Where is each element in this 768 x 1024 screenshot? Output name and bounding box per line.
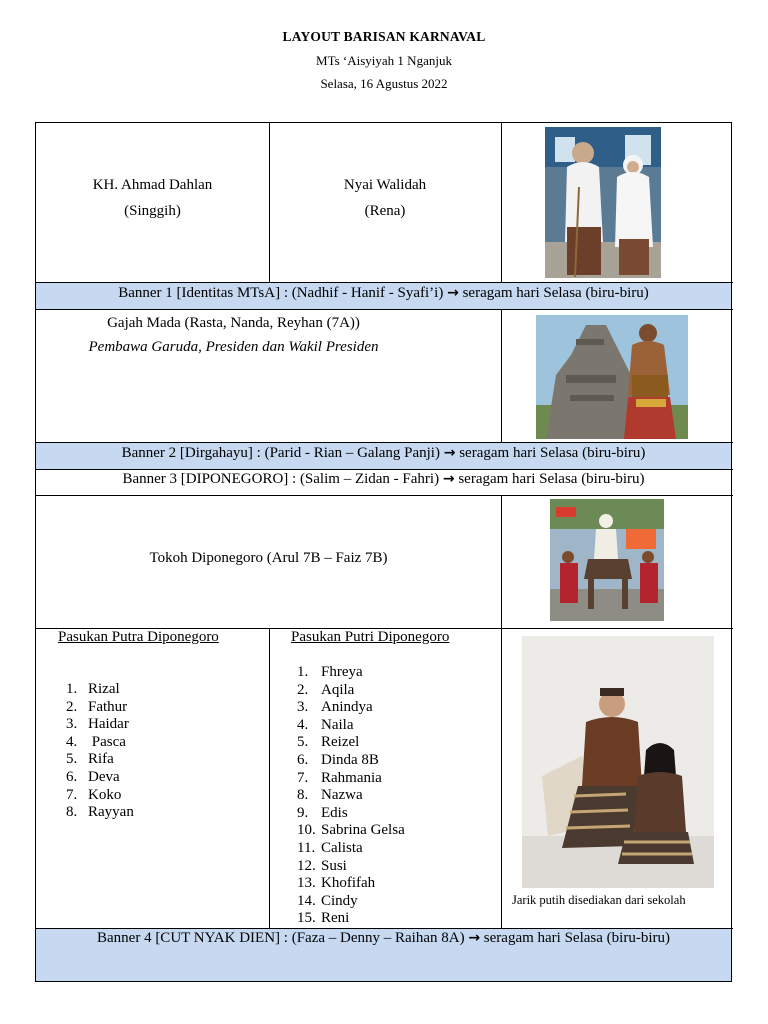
list-item <box>297 858 405 876</box>
list-item-name: Deva <box>88 768 120 785</box>
arrow-right-icon: → <box>447 285 459 301</box>
list-item-number: 8. <box>66 804 78 821</box>
list-item-number: 7. <box>297 769 309 786</box>
list-item-name: Pasca <box>88 733 126 750</box>
list-item-number: 1. <box>66 681 78 697</box>
list-item-name: Calista <box>321 839 363 856</box>
boys-troop-list <box>66 681 134 822</box>
banner2-text: Banner 2 [Dirgahayu] : (Parid - Rian – Galang Panji) → seragam hari Selasa (biru-biru) <box>121 445 646 461</box>
list-item-number: 7. <box>66 786 78 803</box>
parade-layout-table <box>35 122 732 982</box>
list-item <box>66 716 134 734</box>
list-item-number: 9. <box>297 804 309 821</box>
arrow-right-icon: → <box>442 471 455 487</box>
list-item-name: Rahmania <box>321 769 382 786</box>
list-item-number: 11. <box>297 839 316 856</box>
banner3-text: Banner 3 [DIPONEGORO] : (Salim – Zidan - Fahri) → seragam hari Selasa (biru-biru) <box>122 471 645 487</box>
list-item-name: Fhreya <box>321 664 363 680</box>
list-item-name: Koko <box>88 786 122 803</box>
banner1-text: Banner 1 [Identitas MTsA] : (Nadhif - Hanif - Syafi’i) → seragam hari Selasa (biru-biru) <box>118 285 649 301</box>
list-item <box>297 752 405 770</box>
list-item <box>66 681 134 699</box>
list-item <box>297 664 405 682</box>
list-item-number: 13. <box>297 875 316 892</box>
list-item-name: Susi <box>321 857 347 874</box>
gajah-mada-cell <box>36 311 501 359</box>
list-item <box>297 717 405 735</box>
diponegoro-figure-text: Tokoh Diponegoro (Arul 7B – Faiz 7B) <box>149 550 388 566</box>
list-item-number: 1. <box>297 664 309 680</box>
list-item-name: Nazwa <box>321 787 363 804</box>
list-item <box>297 910 405 928</box>
gajah-mada-roles: Pembawa Garuda, Presiden dan Wakil Presiden <box>88 339 379 355</box>
list-item <box>297 734 405 752</box>
figure2-cell <box>269 172 501 224</box>
list-item-number: 4. <box>297 716 309 733</box>
list-item-name: Rayyan <box>88 804 134 821</box>
gajah-mada-photo <box>536 315 688 439</box>
list-item-number: 8. <box>297 787 309 804</box>
list-item-number: 3. <box>66 716 78 733</box>
list-item <box>297 805 405 823</box>
list-item-number: 2. <box>66 698 78 715</box>
school-name: MTs ‘Aisyiyah 1 Nganjuk <box>316 53 452 68</box>
list-item-number: 3. <box>297 699 309 716</box>
girls-troop-list <box>297 664 405 928</box>
couple-costume-photo <box>522 636 714 888</box>
figure2-student: (Rena) <box>364 203 406 219</box>
list-item-name: Aqila <box>321 681 355 698</box>
list-item-number: 4. <box>66 733 78 750</box>
figure2-name: Nyai Walidah <box>343 177 427 193</box>
figure1-name: KH. Ahmad Dahlan <box>92 177 213 193</box>
banner4-text: Banner 4 [CUT NYAK DIEN] : (Faza – Denny – Raihan 8A) → seragam hari Selasa (biru-biru) <box>97 930 670 946</box>
figure1-student: (Singgih) <box>124 203 181 219</box>
dahlan-walidah-photo <box>545 127 661 278</box>
list-item <box>297 822 405 840</box>
list-item-name: Fathur <box>88 698 128 715</box>
list-item-name: Rizal <box>88 681 120 697</box>
list-item-number: 5. <box>66 751 78 768</box>
list-item <box>66 751 134 769</box>
girls-troop-title: Pasukan Putri Diponegoro <box>291 629 450 645</box>
list-item-number: 5. <box>297 734 309 751</box>
diponegoro-photo <box>550 499 664 621</box>
list-item <box>297 787 405 805</box>
boys-troop-title: Pasukan Putra Diponegoro <box>58 629 219 645</box>
list-item <box>297 840 405 858</box>
list-item-name: Dinda 8B <box>321 751 379 768</box>
list-item-name: Sabrina Gelsa <box>321 822 405 839</box>
list-item-number: 6. <box>66 768 78 785</box>
list-item <box>66 787 134 805</box>
gajah-mada-title: Gajah Mada (Rasta, Nanda, Reyhan (7A)) <box>107 315 360 331</box>
list-item-name: Reni <box>321 910 350 927</box>
arrow-right-icon: → <box>443 445 456 461</box>
sash-caption: Jarik putih disediakan dari sekolah <box>512 893 686 907</box>
list-item <box>297 682 405 700</box>
list-item <box>297 875 405 893</box>
list-item-name: Khofifah <box>321 875 376 892</box>
list-item-number: 2. <box>297 681 309 698</box>
list-item-number: 10. <box>297 822 316 839</box>
list-item <box>297 770 405 788</box>
list-item-name: Haidar <box>88 716 129 733</box>
list-item <box>66 769 134 787</box>
list-item-number: 15. <box>297 910 316 927</box>
list-item-name: Rifa <box>88 751 114 768</box>
list-item-name: Naila <box>321 716 354 733</box>
list-item-name: Reizel <box>321 734 360 751</box>
list-item <box>297 893 405 911</box>
list-item-name: Anindya <box>321 699 373 716</box>
list-item <box>66 734 134 752</box>
list-item-number: 6. <box>297 751 309 768</box>
list-item <box>66 699 134 717</box>
list-item-name: Edis <box>321 804 348 821</box>
arrow-right-icon: → <box>468 930 481 946</box>
event-date: Selasa, 16 Agustus 2022 <box>320 76 448 91</box>
list-item-number: 14. <box>297 892 316 909</box>
document-title: LAYOUT BARISAN KARNAVAL <box>282 29 486 44</box>
figure1-cell <box>36 172 269 224</box>
list-item <box>297 699 405 717</box>
list-item-number: 12. <box>297 857 316 874</box>
list-item <box>66 804 134 822</box>
list-item-name: Cindy <box>321 892 358 909</box>
